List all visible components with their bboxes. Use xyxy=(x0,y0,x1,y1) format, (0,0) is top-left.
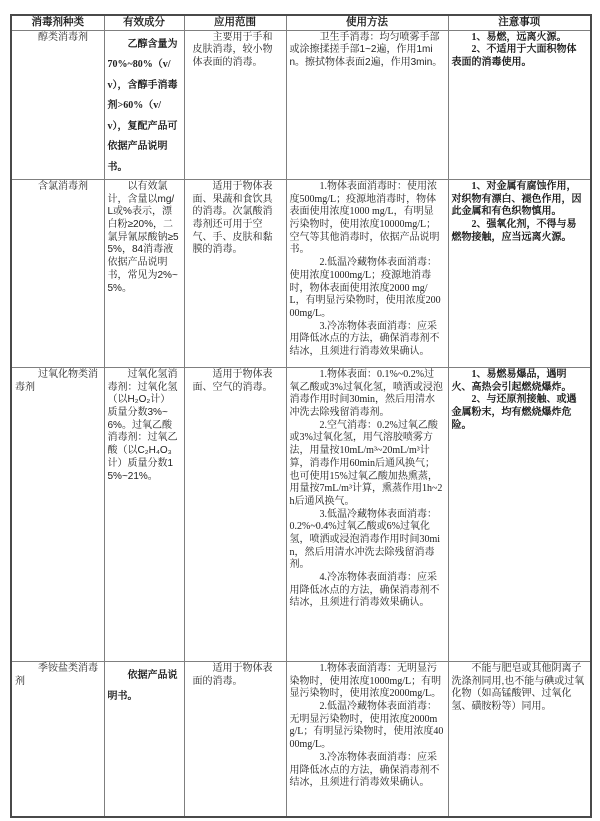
usage-cell xyxy=(286,30,448,180)
scope-paragraph: 适用于物体表面、果蔬和食饮具的消毒。次氯酸消毒剂还可用于空气、手、皮肤和黏膜的消毒。 xyxy=(192,181,273,256)
ingredient-paragraph: 乙醇含量为70%~80%（v/v），含醇手消毒剂>60%（v/v），复配产品可依据产品说明书。 xyxy=(107,38,178,173)
header-precautions: 注意事项 xyxy=(448,15,591,30)
table-row xyxy=(11,180,591,368)
notes-cell xyxy=(448,368,591,662)
ingredient-cell xyxy=(104,180,184,368)
ingredient-paragraph: 依据产品说明书。 xyxy=(107,670,178,702)
table-row xyxy=(11,368,591,662)
scope-paragraph: 适用于物体表面、空气的消毒。 xyxy=(192,369,273,393)
category-paragraph: 醇类消毒剂 xyxy=(38,31,88,43)
ingredient-paragraph: 以有效氯计，含量以mg/L或%表示，漂白粉≥20%，二氯异氰尿酸钠≥55%，84消毒液依据产品说明书，常见为2%~5%。 xyxy=(107,181,179,294)
category-cell xyxy=(11,368,104,662)
usage-cell xyxy=(286,180,448,368)
scope-cell xyxy=(184,180,286,368)
scope-paragraph: 适用于物体表面的消毒。 xyxy=(192,663,273,687)
scope-cell xyxy=(184,30,286,180)
usage-paragraph: 3.冷冻物体表面消毒：应采用降低冰点的方法，确保消毒剂不结冰，且须进行消毒效果确认。 xyxy=(289,320,440,357)
category-paragraph: 季铵盐类消毒剂 xyxy=(15,663,98,687)
notes-cell xyxy=(448,180,591,368)
notes-cell xyxy=(448,30,591,180)
usage-paragraph: 卫生手消毒：均匀喷雾手部或涂擦揉搓手部1~2遍，作用1min。擦拭物体表面2遍，作用3min。 xyxy=(289,31,443,68)
usage-paragraph: 1.物体表面：0.1%~0.2%过氧乙酸或3%过氧化氢，喷洒或浸泡消毒作用时间30min，然后用清水冲洗去除残留消毒剂。 xyxy=(289,369,443,419)
table-body xyxy=(11,30,591,817)
scope-cell xyxy=(184,662,286,817)
ingredient-cell xyxy=(104,30,184,180)
category-cell xyxy=(11,662,104,817)
header-usage-method: 使用方法 xyxy=(286,15,448,30)
notes-paragraph: 不能与肥皂或其他阴离子洗涤剂同用,也不能与碘或过氧化物（如高锰酸钾、过氧化氢、磺胺粉等）同用。 xyxy=(451,663,585,713)
usage-paragraph: 1.物体表面消毒时：使用浓度500mg/L；疫源地消毒时，物体表面使用浓度1000 mg/L，有明显污染物时，使用浓度10000mg/L；空气等其他消毒时，依据产品说明书。 xyxy=(289,181,440,256)
notes-paragraph: 1、易燃易爆品，遇明火、高热会引起燃烧爆炸。 xyxy=(451,369,572,393)
header-application-scope: 应用范围 xyxy=(184,15,286,30)
notes-paragraph: 1、对金属有腐蚀作用，对织物有漂白、褪色作用，因此金属和有色织物慎用。 xyxy=(451,181,582,218)
usage-paragraph: 2.低温冷藏物体表面消毒：使用浓度1000mg/L；疫源地消毒时，物体表面使用浓度2000 mg/L，有明显污染物时，使用浓度20000mg/L。 xyxy=(289,257,441,319)
ingredient-paragraph: 过氧化氢消毒剂：过氧化氢（以H₂O₂计）质量分数3%~6%。过氧乙酸消毒剂：过氧乙酸（以C₂H₄O₃计）质量分数15%~21%。 xyxy=(107,369,178,482)
category-cell xyxy=(11,180,104,368)
notes-paragraph: 2、强氧化剂，不得与易燃物接触，应当远离火源。 xyxy=(451,219,577,243)
header-disinfectant-type: 消毒剂种类 xyxy=(11,15,104,30)
category-paragraph: 过氧化物类消毒剂 xyxy=(15,369,98,393)
notes-paragraph: 2、与还原剂接触、或遇金属粉末，均有燃烧爆炸危险。 xyxy=(451,394,577,431)
usage-cell xyxy=(286,368,448,662)
category-paragraph: 含氯消毒剂 xyxy=(38,181,88,192)
usage-paragraph: 2.低温冷藏物体表面消毒：无明显污染物时，使用浓度2000mg/L；有明显污染物时，使用浓度4000mg/L。 xyxy=(289,701,444,751)
ingredient-cell xyxy=(104,368,184,662)
category-cell xyxy=(11,30,104,180)
ingredient-cell xyxy=(104,662,184,817)
notes-cell xyxy=(448,662,591,817)
usage-paragraph: 4.冷冻物体表面消毒：应采用降低冰点的方法，确保消毒剂不结冰，且须进行消毒效果确认。 xyxy=(289,572,440,609)
header-row xyxy=(11,15,591,30)
usage-cell xyxy=(286,662,448,817)
table-row xyxy=(11,662,591,817)
notes-paragraph: 2、不适用于大面积物体表面的消毒使用。 xyxy=(451,44,577,68)
table-row xyxy=(11,30,591,180)
header-active-ingredient: 有效成分 xyxy=(104,15,184,30)
usage-paragraph: 2.空气消毒：0.2%过氧乙酸或3%过氧化氢，用气溶胶喷雾方法，用量按10mL/m³~20mL/m³计算，消毒作用60min后通风换气；也可使用15%过氧乙酸加热熏蒸，用量按7mL/m³计算，熏蒸作用1h~2h后通风换气。 xyxy=(289,419,443,507)
scope-cell xyxy=(184,368,286,662)
disinfectant-guideline-table xyxy=(10,14,592,818)
usage-paragraph: 3.冷冻物体表面消毒：应采用降低冰点的方法，确保消毒剂不结冰，且须进行消毒效果确认。 xyxy=(289,751,440,789)
notes-paragraph: 1、易燃，远离火源。 xyxy=(471,31,567,43)
usage-paragraph: 3.低温冷藏物体表面消毒：0.2%~0.4%过氧乙酸或6%过氧化氢，喷洒或浸泡消毒作用时间30min，然后用清水冲洗去除残留消毒剂。 xyxy=(289,508,441,571)
usage-paragraph: 1.物体表面消毒：无明显污染物时，使用浓度1000mg/L；有明显污染物时，使用浓度2000mg/L。 xyxy=(289,663,442,700)
scope-paragraph: 主要用于手和皮肤消毒，较小物体表面的消毒。 xyxy=(192,31,273,68)
